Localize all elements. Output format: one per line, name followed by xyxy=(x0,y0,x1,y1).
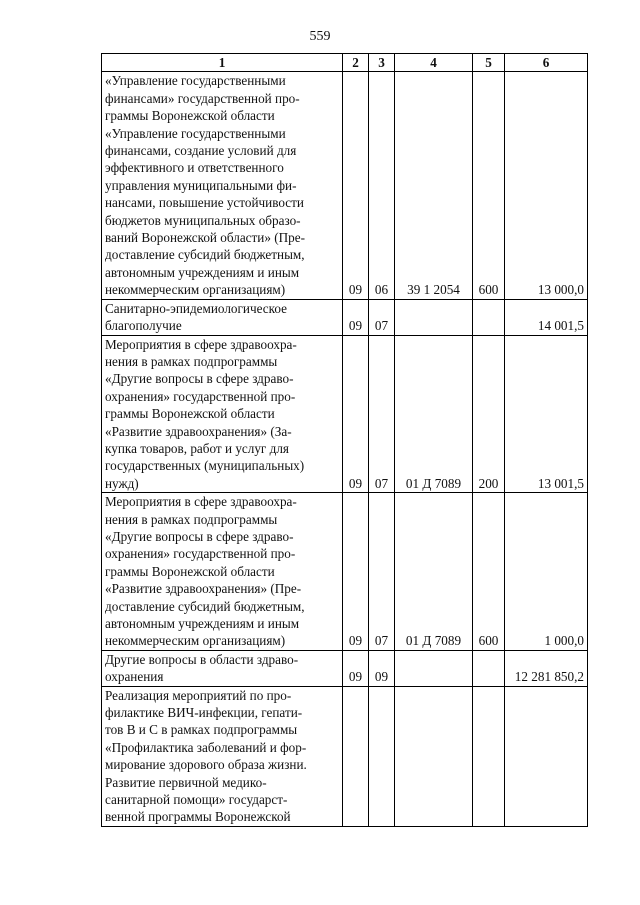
row-target-article xyxy=(395,299,473,335)
row-amount: 13 000,0 xyxy=(505,72,588,299)
header-col-3: 3 xyxy=(369,54,395,72)
budget-table xyxy=(101,53,588,827)
row-name: Другие вопросы в области здраво- охранения xyxy=(102,650,343,686)
row-subsection-code: 09 xyxy=(369,650,395,686)
row-target-article: 01 Д 7089 xyxy=(395,493,473,651)
row-section-code: 09 xyxy=(343,299,369,335)
row-name: Санитарно-эпидемиологическое благополучие xyxy=(102,299,343,335)
table-row xyxy=(102,299,588,335)
row-subsection-code: 06 xyxy=(369,72,395,299)
row-expense-type xyxy=(473,686,505,826)
row-target-article xyxy=(395,686,473,826)
row-expense-type: 200 xyxy=(473,335,505,493)
row-name: Мероприятия в сфере здравоохра- нения в рамках подпрограммы «Другие вопросы в сфере здраво- охранения» государственной про- граммы Воронежской области «Развитие здравоохранения» (Пре- доставление субсидий бюджетным, автономным учреждениям и иным некоммерческим организациям) xyxy=(102,493,343,651)
row-amount: 12 281 850,2 xyxy=(505,650,588,686)
row-expense-type xyxy=(473,650,505,686)
table-row xyxy=(102,72,588,299)
row-expense-type: 600 xyxy=(473,493,505,651)
row-amount: 1 000,0 xyxy=(505,493,588,651)
row-target-article: 39 1 2054 xyxy=(395,72,473,299)
header-col-4: 4 xyxy=(395,54,473,72)
table-row xyxy=(102,686,588,826)
header-col-1: 1 xyxy=(102,54,343,72)
row-section-code xyxy=(343,686,369,826)
row-section-code: 09 xyxy=(343,72,369,299)
row-name: Мероприятия в сфере здравоохра- нения в рамках подпрограммы «Другие вопросы в сфере здраво- охранения» государственной про- граммы Воронежской области «Развитие здравоохранения» (За- купка товаров, работ и услуг для государственных (муниципальных) нужд) xyxy=(102,335,343,493)
row-subsection-code xyxy=(369,686,395,826)
header-col-2: 2 xyxy=(343,54,369,72)
row-amount xyxy=(505,686,588,826)
row-subsection-code: 07 xyxy=(369,299,395,335)
header-col-6: 6 xyxy=(505,54,588,72)
row-subsection-code: 07 xyxy=(369,493,395,651)
row-target-article: 01 Д 7089 xyxy=(395,335,473,493)
row-expense-type: 600 xyxy=(473,72,505,299)
header-col-5: 5 xyxy=(473,54,505,72)
row-section-code: 09 xyxy=(343,335,369,493)
row-subsection-code: 07 xyxy=(369,335,395,493)
table-row xyxy=(102,335,588,493)
row-name: Реализация мероприятий по про- филактике ВИЧ-инфекции, гепати- тов В и С в рамках подпрограммы «Профилактика заболеваний и фор- мирование здорового образа жизни. Развитие первичной медико- санитарной помощи» государст- венной программы Воронежской xyxy=(102,686,343,826)
row-amount: 14 001,5 xyxy=(505,299,588,335)
row-section-code: 09 xyxy=(343,493,369,651)
table-row xyxy=(102,493,588,651)
page-number: 559 xyxy=(309,29,331,44)
row-name: «Управление государственными финансами» государственной про- граммы Воронежской области «Управление государственными финансами, создание условий для эффективного и ответственного управления муниципальными фи- нансами, повышение устойчивости бюджетов муниципальных образо- ваний Воронежской области» (Пре- доставление субсидий бюджетным, автономным учреждениям и иным некоммерческим организациям) xyxy=(102,72,343,299)
header-row xyxy=(102,54,588,72)
row-expense-type xyxy=(473,299,505,335)
row-section-code: 09 xyxy=(343,650,369,686)
row-amount: 13 001,5 xyxy=(505,335,588,493)
table-row xyxy=(102,650,588,686)
row-target-article xyxy=(395,650,473,686)
